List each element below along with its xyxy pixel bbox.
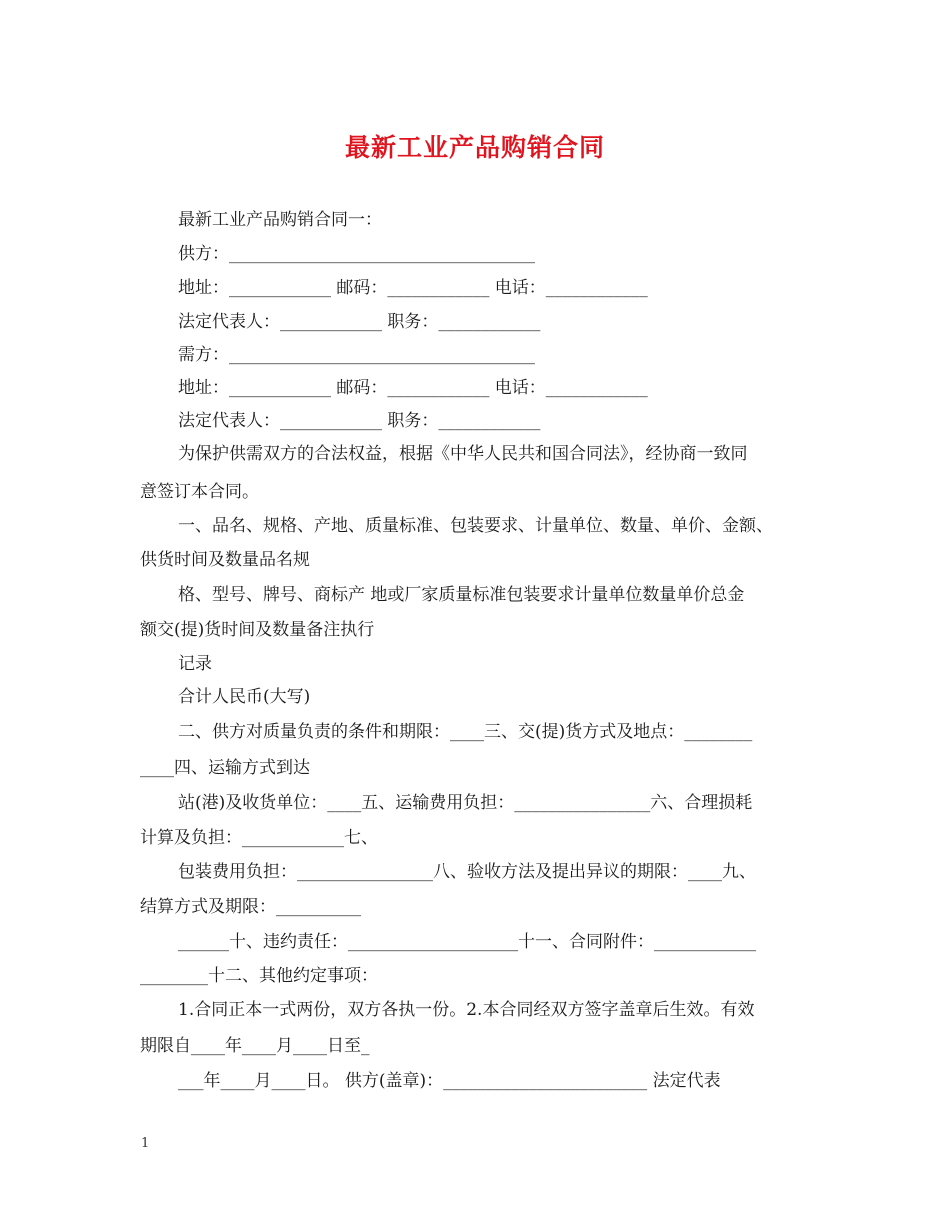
text-line: 计算及负担：____________七、 [140,828,378,848]
text-line: ______十、违约责任：____________________十一、合同附件：____________ [178,932,756,952]
text-line: 地址：____________ 邮码：____________ 电话：____________ [178,378,648,398]
text-line: 1.合同正本一式两份，双方各执一份。2.本合同经双方签字盖章后生效。有效 [178,1000,755,1020]
text-line: 地址：____________ 邮码：____________ 电话：____________ [178,278,648,298]
page-number: 1 [141,1136,150,1151]
text-line: 法定代表人：____________ 职务：____________ [178,312,541,332]
text-line: 供方：____________________________________ [178,244,535,264]
text-line: 法定代表人：____________ 职务：____________ [178,411,541,431]
text-line: 供货时间及数量品名规 [140,550,310,570]
text-line: 包装费用负担：________________八、验收方法及提出异议的期限：____九、 [178,862,756,882]
text-line: 二、供方对质量负责的条件和期限：____三、交(提)货方式及地点：________ [178,722,753,742]
text-line: 需方：____________________________________ [178,345,535,365]
text-line: 最新工业产品购销合同一： [178,210,382,230]
text-line: ___年____月____日。 供方(盖章)：________________________ 法定代表 [178,1071,721,1091]
document-title: 最新工业产品购销合同 [344,133,605,162]
text-line: 站(港)及收货单位：____五、运输费用负担：________________六、合理损耗 [178,793,753,813]
text-line: 期限自____年____月____日至_ [140,1036,370,1056]
text-line: 合计人民币(大写) [178,687,311,707]
text-line: 格、型号、牌号、商标产 地或厂家质量标准包装要求计量单位数量单价总金 [178,585,745,605]
text-line: 额交(提)货时间及数量备注执行 [140,620,375,640]
text-line: 意签订本合同。 [140,482,259,502]
text-line: 结算方式及期限：__________ [140,897,361,917]
text-line: ____四、运输方式到达 [140,758,310,778]
text-line: 一、品名、规格、产地、质量标准、包装要求、计量单位、数量、单价、金额、 [178,516,773,536]
text-line: 记录 [178,654,212,674]
text-line: ________十二、其他约定事项： [140,966,378,986]
text-line: 为保护供需双方的合法权益，根据《中华人民共和国合同法》，经协商一致同 [178,444,748,464]
